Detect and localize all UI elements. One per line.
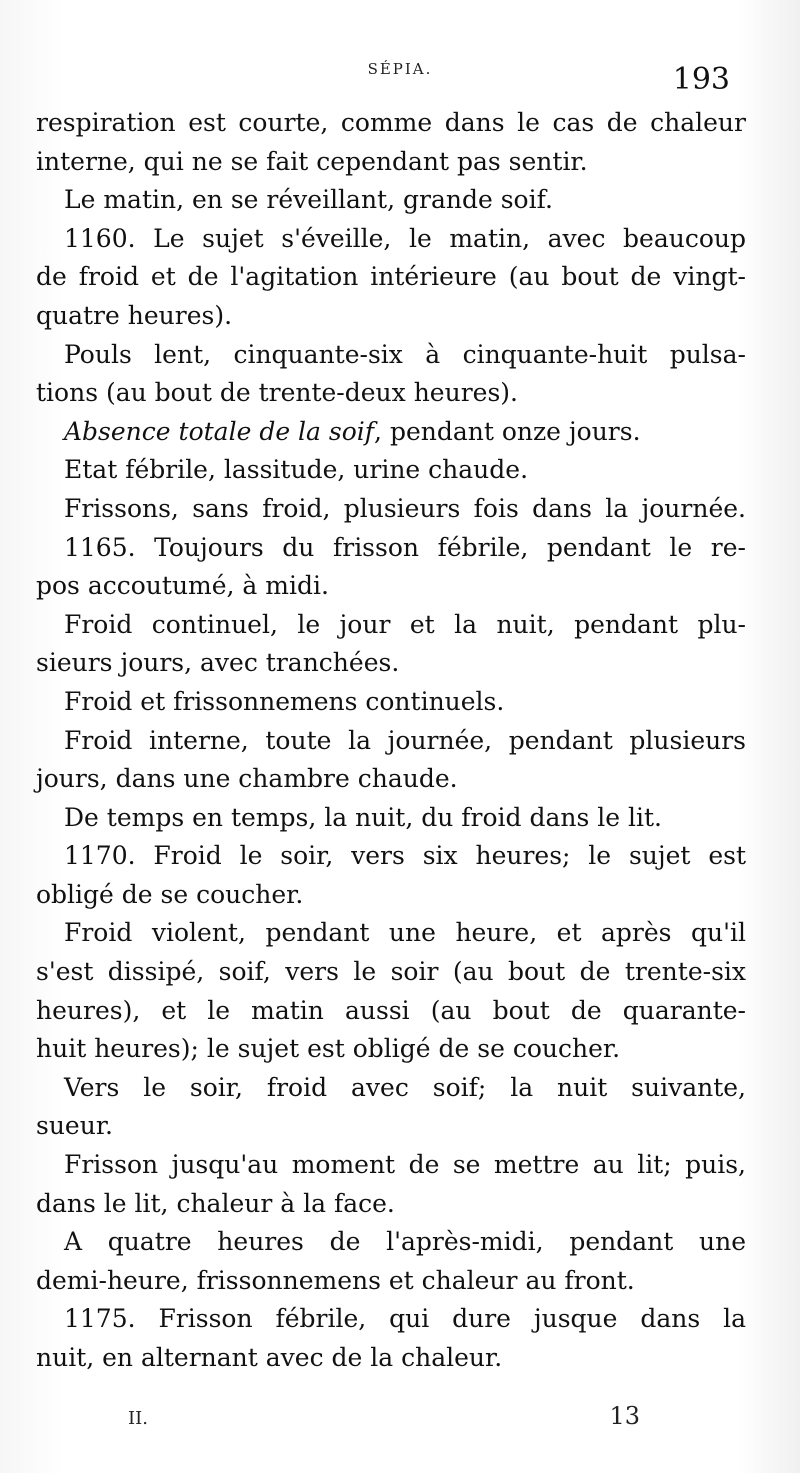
line-text: 1175. Frisson fébrile, qui dure jusque dans la	[64, 1304, 746, 1334]
line-text: Frisson jusqu'au moment de se mettre au lit; puis,	[64, 1150, 746, 1180]
text-line	[36, 1300, 746, 1339]
line-text: demi-heure, frissonnemens et chaleur au front.	[36, 1265, 635, 1295]
text-line	[36, 490, 746, 529]
text-line	[36, 336, 746, 375]
text-line	[36, 1069, 746, 1108]
text-line	[36, 413, 746, 452]
signature-mark: II.	[128, 1408, 148, 1429]
line-text: sieurs jours, avec tranchées.	[36, 648, 400, 678]
text-line	[36, 1030, 746, 1069]
line-text: Pouls lent, cinquante-six à cinquante-huit pulsa-	[64, 339, 746, 369]
line-text: s'est dissipé, soif, vers le soir (au bout de trente-six	[36, 957, 746, 987]
line-text: Vers le soir, froid avec soif; la nuit suivante,	[64, 1072, 746, 1102]
text-line	[36, 837, 746, 876]
line-text: tions (au bout de trente-deux heures).	[36, 378, 518, 408]
text-line	[36, 876, 746, 915]
text-line	[36, 606, 746, 645]
line-text: de froid et de l'agitation intérieure (au bout de vingt-	[36, 262, 746, 292]
text-line	[36, 683, 746, 722]
text-line	[36, 374, 746, 413]
line-text: nuit, en alternant avec de la chaleur.	[36, 1343, 503, 1372]
line-text: Froid continuel, le jour et la nuit, pendant plu-	[64, 609, 746, 639]
text-line	[36, 143, 746, 182]
line-text: , pendant onze jours.	[374, 416, 641, 446]
text-line	[36, 297, 746, 336]
line-text: 1165. Toujours du frisson fébrile, pendant le re-	[64, 532, 746, 562]
text-line	[36, 567, 746, 606]
line-text: Froid et frissonnemens continuels.	[64, 686, 505, 716]
line-text: Frissons, sans froid, plusieurs fois dans la journée.	[64, 493, 746, 523]
line-text: heures), et le matin aussi (au bout de quarante-	[36, 995, 746, 1025]
line-text: 1170. Froid le soir, vers six heures; le sujet est	[64, 841, 746, 871]
line-text: sueur.	[36, 1111, 113, 1141]
text-line	[36, 1339, 746, 1378]
line-text: pos accoutumé, à midi.	[36, 571, 329, 601]
line-text: dans le lit, chaleur à la face.	[36, 1188, 395, 1218]
line-text: obligé de se coucher.	[36, 879, 304, 909]
text-line	[36, 1185, 746, 1224]
line-text: Etat fébrile, lassitude, urine chaude.	[64, 455, 529, 485]
italic-phrase: Absence totale de la soif	[64, 416, 375, 446]
text-line	[36, 104, 746, 143]
text-line	[36, 529, 746, 568]
text-line	[36, 644, 746, 683]
text-line	[36, 992, 746, 1031]
running-head: SÉPIA.	[367, 60, 433, 78]
text-line	[36, 220, 746, 259]
text-line	[36, 181, 746, 220]
sheet-number: 13	[609, 1402, 640, 1430]
text-line	[36, 953, 746, 992]
line-text: jours, dans une chambre chaude.	[36, 764, 458, 794]
line-text: 1160. Le sujet s'éveille, le matin, avec beaucoup	[64, 223, 746, 253]
line-text: Le matin, en se réveillant, grande soif.	[64, 185, 553, 215]
line-text: quatre heures).	[36, 300, 233, 330]
text-line	[36, 1262, 746, 1301]
text-line	[36, 760, 746, 799]
line-text: A quatre heures de l'après-midi, pendant une	[64, 1227, 746, 1257]
text-line	[36, 258, 746, 297]
text-line	[36, 1107, 746, 1146]
line-text: respiration est courte, comme dans le cas de chaleur	[36, 108, 746, 137]
line-text: De temps en temps, la nuit, du froid dans le lit.	[64, 802, 662, 832]
text-line	[36, 451, 746, 490]
line-text: Froid violent, pendant une heure, et après qu'il	[64, 918, 746, 948]
line-text: huit heures); le sujet est obligé de se coucher.	[36, 1034, 621, 1064]
text-line	[36, 914, 746, 953]
text-line	[36, 1223, 746, 1262]
page-number: 193	[672, 62, 730, 97]
text-line	[36, 799, 746, 838]
line-text: interne, qui ne se fait cependant pas sentir.	[36, 146, 588, 176]
text-line	[36, 722, 746, 761]
page-body-text	[36, 104, 746, 1378]
line-text: Froid interne, toute la journée, pendant plusieurs	[64, 725, 746, 755]
text-line	[36, 1146, 746, 1185]
